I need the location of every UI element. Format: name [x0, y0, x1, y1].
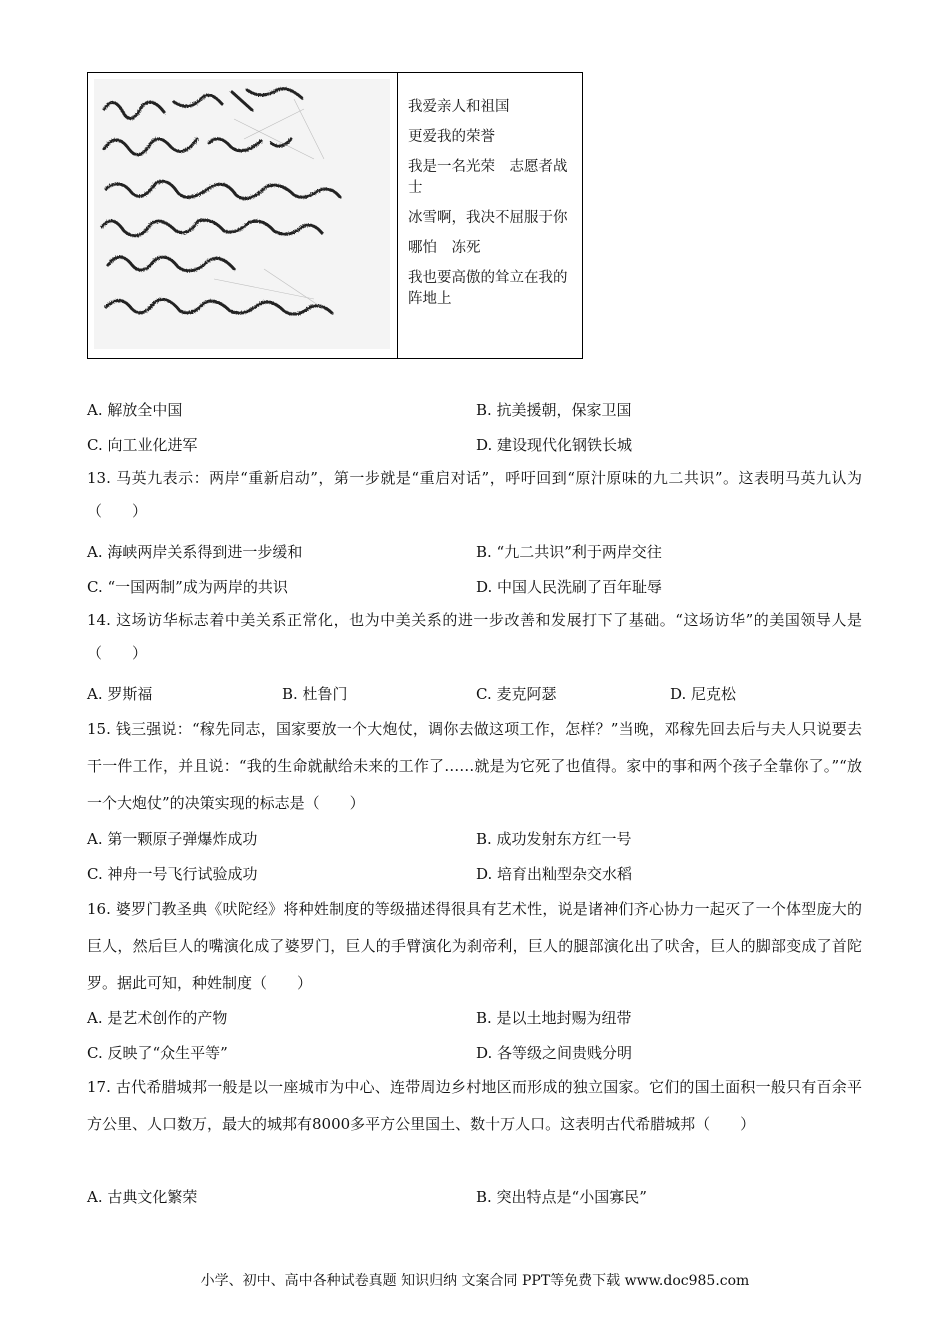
q15-stem: 15. 钱三强说：“稼先同志，国家要放一个大炮仗，调你去做这项工作，怎样？”当晚，邓稼先回去后与夫人只说要去干一件工作，并且说：“我的生命就献给未来的工作了……就是为它死了也值得。家中的事和两个孩子全靠你了。”“放一个大炮仗”的决策实现的标志是（ ）: [87, 720, 862, 812]
q16-option-c: C. 反映了“众生平等”: [87, 1044, 228, 1062]
q15-option-c: C. 神舟一号飞行试验成功: [87, 865, 258, 883]
poem-line: 我爱亲人和祖国: [408, 99, 510, 115]
q17-stem: 17. 古代希腊城邦一般是以一座城市为中心、连带周边乡村地区而形成的独立国家。它们的国土面积一般只有百余平方公里、人口数万，最大的城邦有8000多平方公里国土、数十万人口。这表明古代希腊城邦（ ）: [87, 1078, 862, 1133]
q17-option-a: A. 古典文化繁荣: [87, 1188, 198, 1206]
poem-transcription: [398, 73, 582, 358]
page-footer: 小学、初中、高中各种试卷真题 知识归纳 文案合同 PPT等免费下载 www.doc985.com: [200, 1273, 750, 1289]
poem-line: 更爱我的荣誉: [408, 129, 495, 145]
q16-option-b: B. 是以土地封赐为纽带: [476, 1009, 632, 1027]
q14-option-d: D. 尼克松: [670, 685, 737, 703]
handwriting-scribble: [94, 79, 390, 349]
q15-option-a: A. 第一颗原子弹爆炸成功: [87, 830, 258, 848]
q15-option-b: B. 成功发射东方红一号: [476, 830, 632, 848]
q14-option-c: C. 麦克阿瑟: [476, 685, 557, 703]
q12-option-c: C. 向工业化进军: [87, 436, 198, 454]
q14-option-b: B. 杜鲁门: [282, 685, 348, 703]
poem-line: 我是一名光荣 志愿者战士: [408, 159, 568, 196]
q13-option-d: D. 中国人民洗刷了百年耻辱: [476, 578, 663, 596]
q12-option-a: A. 解放全中国: [87, 401, 183, 419]
q13-option-b: B. “九二共识”利于两岸交往: [476, 543, 662, 561]
poem-figure-table: [87, 72, 583, 359]
handwritten-poem-image: [88, 73, 398, 358]
q13-stem: 13. 马英九表示：两岸“重新启动”，第一步就是“重启对话”，呼吁回到“原汁原味的九二共识”。这表明马英九认为（ ）: [87, 469, 862, 520]
q15-option-d: D. 培育出籼型杂交水稻: [476, 865, 633, 883]
q13-option-a: A. 海峡两岸关系得到进一步缓和: [87, 543, 303, 561]
q12-option-b: B. 抗美援朝，保家卫国: [476, 401, 632, 419]
q17-option-b: B. 突出特点是“小国寡民”: [476, 1188, 647, 1206]
poem-line: 哪怕 冻死: [408, 240, 481, 256]
q14-option-a: A. 罗斯福: [87, 685, 153, 703]
q16-option-a: A. 是艺术创作的产物: [87, 1009, 228, 1027]
q13-option-c: C. “一国两制”成为两岸的共识: [87, 578, 288, 596]
q14-stem: 14. 这场访华标志着中美关系正常化，也为中美关系的进一步改善和发展打下了基础。“这场访华”的美国领导人是（ ）: [87, 611, 862, 662]
q16-stem: 16. 婆罗门教圣典《吠陀经》将种姓制度的等级描述得很具有艺术性，说是诸神们齐心协力一起灭了一个体型庞大的巨人，然后巨人的嘴演化成了婆罗门，巨人的手臂演化为刹帝利，巨人的腿部演化出了吠舍，巨人的脚部变成了首陀罗。据此可知，种姓制度（ ）: [87, 900, 862, 992]
q12-option-d: D. 建设现代化钢铁长城: [476, 436, 633, 454]
poem-line: 冰雪啊，我决不屈服于你: [408, 210, 568, 226]
poem-line: 我也要高傲的耸立在我的阵地上: [408, 270, 568, 307]
q16-option-d: D. 各等级之间贵贱分明: [476, 1044, 633, 1062]
